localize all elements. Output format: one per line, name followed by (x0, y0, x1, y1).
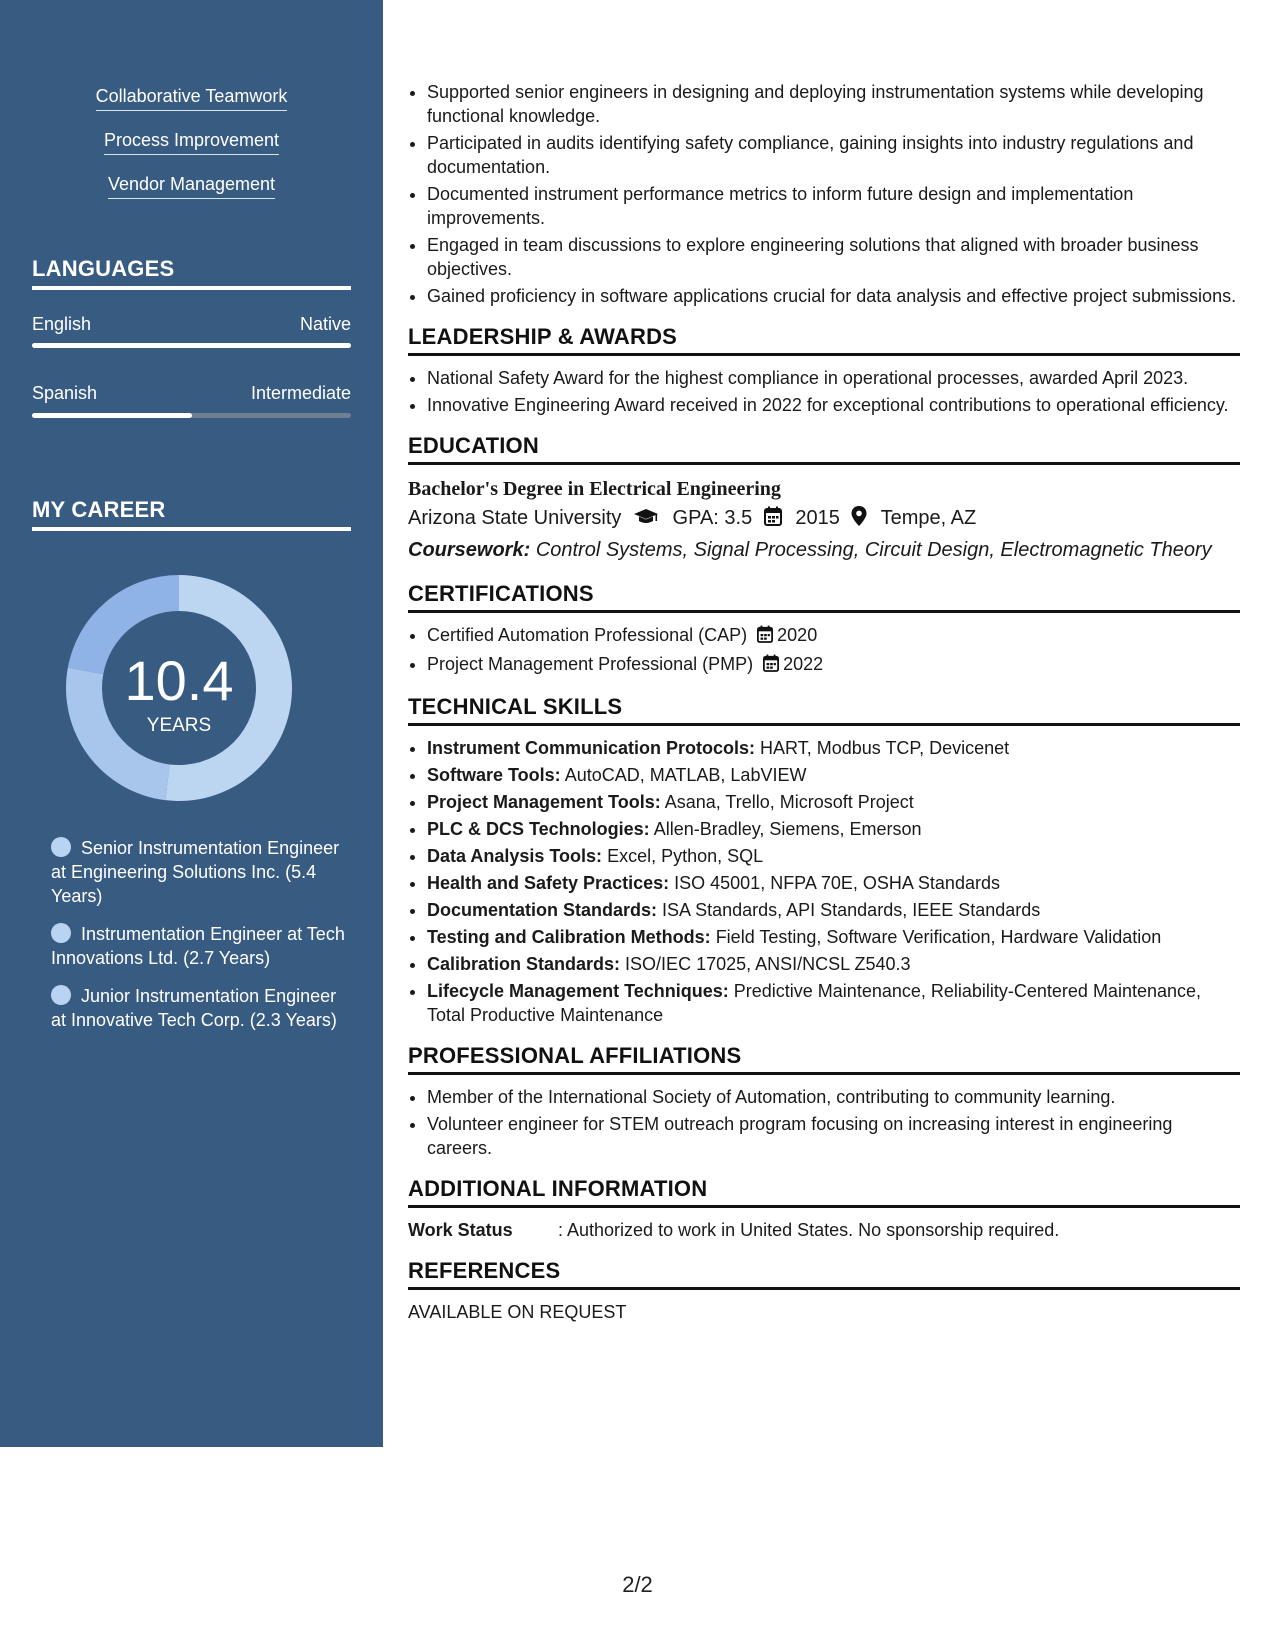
certifications-heading: CERTIFICATIONS (408, 582, 1240, 613)
career-item (51, 984, 351, 1032)
list-item (427, 652, 1240, 678)
language-bar (32, 413, 351, 418)
skill-value: Asana, Trello, Microsoft Project (664, 792, 914, 812)
main-content (408, 80, 1240, 1324)
list-item (427, 871, 1240, 895)
certification-year: 2022 (783, 654, 824, 674)
list-item: • National Safety Award for the highest compliance in operational processes, awarded April 2023. (427, 366, 1240, 390)
career-unit: YEARS (146, 715, 212, 736)
skill-list (0, 84, 383, 216)
list-item (427, 790, 1240, 814)
sidebar (0, 0, 383, 1447)
list-item: • Volunteer engineer for STEM outreach program focusing on increasing interest in engineering careers. (427, 1112, 1240, 1160)
language-bar-fill (32, 343, 351, 348)
work-status-row (408, 1218, 1240, 1242)
language-level: Native (299, 314, 351, 334)
list-item (427, 925, 1240, 949)
career-total: 10.4 (124, 649, 234, 712)
career-heading: MY CAREER (32, 497, 351, 531)
bullet-dot-icon (51, 923, 71, 943)
map-pin-icon (851, 505, 867, 535)
skill-label: Documentation Standards: (427, 900, 658, 920)
certification-name: Project Management Professional (PMP) (427, 654, 754, 674)
certifications-list (408, 623, 1240, 678)
list-item (427, 952, 1240, 976)
skill-label: Lifecycle Management Techniques: (427, 981, 729, 1001)
references-heading: REFERENCES (408, 1259, 1240, 1290)
work-status-value: : Authorized to work in United States. No sponsorship required. (558, 1220, 1060, 1240)
bullet-dot-icon (51, 985, 71, 1005)
languages-heading: LANGUAGES (32, 256, 351, 290)
graduation-year: 2015 (795, 507, 840, 529)
skill-label: Software Tools: (427, 765, 561, 785)
leadership-heading: LEADERSHIP & AWARDS (408, 325, 1240, 356)
list-item: • Engaged in team discussions to explore engineering solutions that aligned with broader business objectives. (427, 233, 1240, 281)
list-item: • Documented instrument performance metrics to inform future design and implementation improvements. (427, 182, 1240, 230)
skill-label: Project Management Tools: (427, 792, 661, 812)
graduation-cap-icon (633, 505, 659, 535)
career-item-text: Senior Instrumentation Engineer at Engineering Solutions Inc. (5.4 Years) (51, 838, 340, 906)
coursework-list: Control Systems, Signal Processing, Circuit Design, Electromagnetic Theory (535, 539, 1212, 561)
references-text: AVAILABLE ON REQUEST (408, 1302, 627, 1322)
list-item (427, 623, 1240, 649)
skill-link[interactable]: Collaborative Teamwork (96, 84, 288, 111)
career-donut-chart (66, 575, 292, 801)
skill-label: Health and Safety Practices: (427, 873, 670, 893)
certification-year: 2020 (777, 625, 818, 645)
additional-info-heading: ADDITIONAL INFORMATION (408, 1177, 1240, 1208)
skill-value: Excel, Python, SQL (607, 846, 764, 866)
language-name: English (32, 314, 92, 334)
skill-label: PLC & DCS Technologies: (427, 819, 650, 839)
skill-value: ISA Standards, API Standards, IEEE Standards (662, 900, 1041, 920)
list-item: • Innovative Engineering Award received in 2022 for exceptional contributions to operational efficiency. (427, 393, 1240, 417)
affiliations-heading: PROFESSIONAL AFFILIATIONS (408, 1044, 1240, 1075)
bullet-dot-icon (51, 837, 71, 857)
coursework (408, 535, 1240, 565)
skill-value: HART, Modbus TCP, Devicenet (760, 738, 1010, 758)
skill-link[interactable]: Process Improvement (104, 128, 279, 155)
language-bar-fill (32, 413, 192, 418)
skill-label: Testing and Calibration Methods: (427, 927, 711, 947)
list-item (427, 817, 1240, 841)
list-item (427, 763, 1240, 787)
career-item (51, 922, 351, 970)
affiliations-list (408, 1085, 1240, 1160)
technical-skills-heading: TECHNICAL SKILLS (408, 695, 1240, 726)
school-location: Tempe, AZ (880, 507, 977, 529)
skill-value: ISO/IEC 17025, ANSI/NCSL Z540.3 (625, 954, 911, 974)
career-item-text: Instrumentation Engineer at Tech Innovations Ltd. (2.7 Years) (51, 924, 345, 968)
skill-value: Predictive Maintenance, Reliability-Centered Maintenance, Total Productive Maintenance (427, 981, 1202, 1025)
language-level: Intermediate (250, 383, 351, 403)
language-name: Spanish (32, 383, 98, 403)
career-list (51, 836, 351, 1046)
list-item: • Supported senior engineers in designing and deploying instrumentation systems while developing functional knowledge. (427, 80, 1240, 128)
coursework-label: Coursework: (408, 539, 531, 561)
education-heading: EDUCATION (408, 434, 1240, 465)
list-item (427, 736, 1240, 760)
experience-bullets (408, 80, 1240, 308)
skill-label: Instrument Communication Protocols: (427, 738, 756, 758)
leadership-list (408, 366, 1240, 417)
education-details (408, 503, 1240, 535)
calendar-icon (763, 654, 779, 678)
gpa: GPA: 3.5 (672, 507, 753, 529)
language-row (32, 383, 351, 404)
degree-title: Bachelor's Degree in Electrical Engineering (408, 478, 781, 500)
list-item (427, 844, 1240, 868)
career-item-text: Junior Instrumentation Engineer at Innovative Tech Corp. (2.3 Years) (51, 986, 337, 1030)
list-item (427, 898, 1240, 922)
language-bar (32, 343, 351, 348)
calendar-icon (757, 625, 773, 649)
certification-name: Certified Automation Professional (CAP) (427, 625, 748, 645)
page-number: 2/2 (622, 1572, 653, 1597)
skill-value: ISO 45001, NFPA 70E, OSHA Standards (674, 873, 1000, 893)
skill-label: Calibration Standards: (427, 954, 621, 974)
skill-link[interactable]: Vendor Management (108, 172, 275, 199)
skill-value: AutoCAD, MATLAB, LabVIEW (564, 765, 807, 785)
work-status-label: Work Status (408, 1220, 513, 1240)
calendar-icon (764, 505, 782, 535)
list-item: • Member of the International Society of Automation, contributing to community learning. (427, 1085, 1240, 1109)
list-item: • Participated in audits identifying safety compliance, gaining insights into industry regulations and documentation. (427, 131, 1240, 179)
list-item: • Gained proficiency in software applications crucial for data analysis and effective project submissions. (427, 284, 1240, 308)
school-name: Arizona State University (408, 507, 622, 529)
language-row (32, 314, 351, 335)
skill-label: Data Analysis Tools: (427, 846, 603, 866)
skill-value: Field Testing, Software Verification, Hardware Validation (715, 927, 1162, 947)
technical-skills-list (408, 736, 1240, 1027)
list-item (427, 979, 1240, 1027)
skill-value: Allen-Bradley, Siemens, Emerson (653, 819, 922, 839)
career-item (51, 836, 351, 908)
